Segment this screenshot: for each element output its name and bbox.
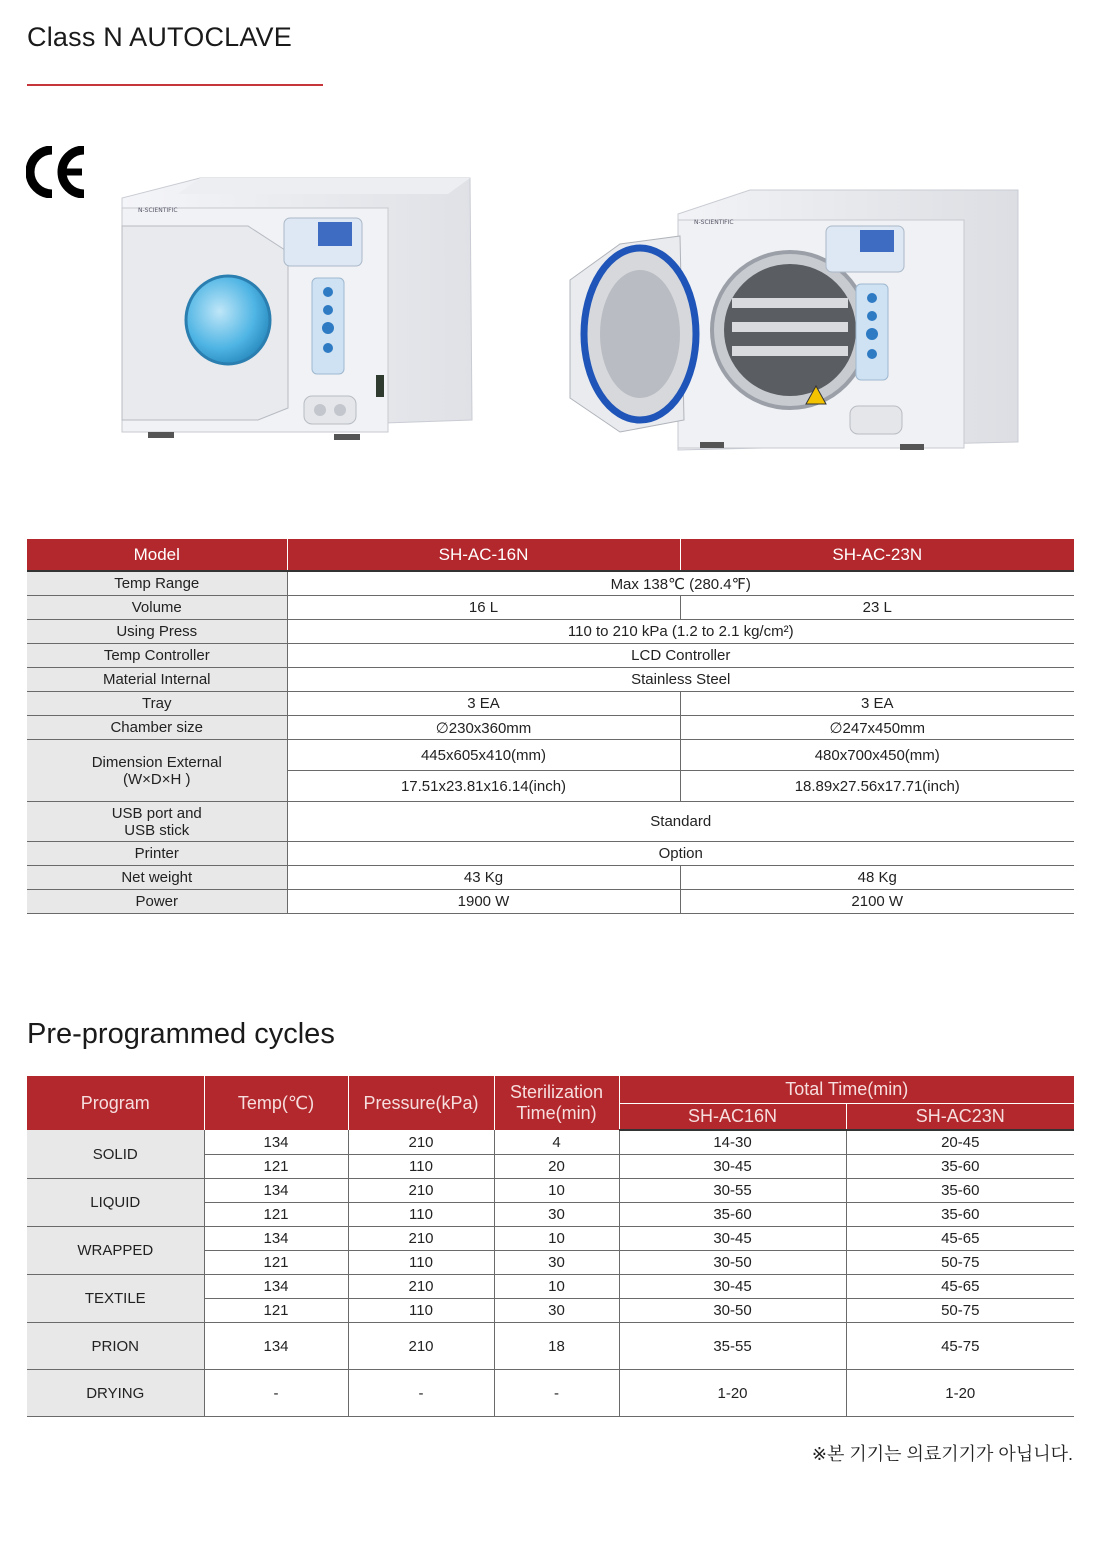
cell: 30-50 bbox=[619, 1299, 846, 1323]
cell: 35-60 bbox=[846, 1179, 1074, 1203]
cell: 1900 W bbox=[287, 890, 680, 914]
cell: Option bbox=[287, 842, 1074, 866]
cell: 30 bbox=[494, 1299, 619, 1323]
cell: 48 Kg bbox=[680, 866, 1074, 890]
spec-table bbox=[27, 539, 1074, 914]
cell: 30-50 bbox=[619, 1251, 846, 1275]
cell: 3 EA bbox=[287, 692, 680, 716]
autoclave-open-image bbox=[560, 180, 1030, 470]
program-name: DRYING bbox=[27, 1370, 204, 1417]
row-label-line: USB stick bbox=[124, 821, 190, 839]
cell: 134 bbox=[204, 1323, 348, 1370]
cell: 121 bbox=[204, 1155, 348, 1179]
cell: 50-75 bbox=[846, 1299, 1074, 1323]
row-label: Power bbox=[27, 890, 287, 914]
cell: 35-60 bbox=[846, 1203, 1074, 1227]
header-model-16n: SH-AC16N bbox=[619, 1104, 846, 1131]
cell: Max 138℃ (280.4℉) bbox=[287, 571, 1074, 596]
header-total-time: Total Time(min) bbox=[619, 1076, 1074, 1104]
row-label: Printer bbox=[27, 842, 287, 866]
cell: - bbox=[348, 1370, 494, 1417]
cell: Standard bbox=[287, 802, 1074, 842]
table-row bbox=[27, 716, 1074, 740]
table-row bbox=[27, 740, 1074, 771]
row-label: Temp Controller bbox=[27, 644, 287, 668]
table-row bbox=[27, 620, 1074, 644]
row-label: Volume bbox=[27, 596, 287, 620]
cell: 2100 W bbox=[680, 890, 1074, 914]
cell: 110 bbox=[348, 1299, 494, 1323]
header-line: Sterilization bbox=[509, 1082, 604, 1102]
cell: LCD Controller bbox=[287, 644, 1074, 668]
cell: 35-55 bbox=[619, 1323, 846, 1370]
cell: 30-45 bbox=[619, 1155, 846, 1179]
header-line: Time(min) bbox=[516, 1103, 597, 1123]
header-program: Program bbox=[27, 1076, 204, 1130]
cell: 1-20 bbox=[619, 1370, 846, 1417]
table-row bbox=[27, 890, 1074, 914]
cell: 18 bbox=[494, 1323, 619, 1370]
row-label-line: USB port and bbox=[111, 804, 202, 822]
cell: 14-30 bbox=[619, 1130, 846, 1155]
cell: 18.89x27.56x17.71(inch) bbox=[680, 771, 1074, 802]
table-row bbox=[27, 866, 1074, 890]
table-row bbox=[27, 1130, 1074, 1155]
cell: 35-60 bbox=[619, 1203, 846, 1227]
cell: Stainless Steel bbox=[287, 668, 1074, 692]
row-label bbox=[27, 740, 287, 802]
cell: 10 bbox=[494, 1179, 619, 1203]
row-label: Using Press bbox=[27, 620, 287, 644]
cell: 30-45 bbox=[619, 1275, 846, 1299]
cell: 445x605x410(mm) bbox=[287, 740, 680, 771]
brand-plate: N-SCIENTIFIC bbox=[138, 207, 178, 214]
ce-mark-icon bbox=[26, 146, 88, 198]
cell: 210 bbox=[348, 1179, 494, 1203]
row-label bbox=[27, 802, 287, 842]
cell: 1-20 bbox=[846, 1370, 1074, 1417]
cell: 30 bbox=[494, 1251, 619, 1275]
cell: 134 bbox=[204, 1179, 348, 1203]
cell: 10 bbox=[494, 1227, 619, 1251]
row-label: Tray bbox=[27, 692, 287, 716]
page-title: Class N AUTOCLAVE bbox=[27, 22, 292, 52]
cell: 20 bbox=[494, 1155, 619, 1179]
cell: 121 bbox=[204, 1299, 348, 1323]
table-row bbox=[27, 668, 1074, 692]
cell: 10 bbox=[494, 1275, 619, 1299]
section-title: Pre-programmed cycles bbox=[27, 1018, 335, 1050]
row-label-line: (W×D×H ) bbox=[123, 770, 191, 788]
table-row bbox=[27, 802, 1074, 842]
cell: 3 EA bbox=[680, 692, 1074, 716]
table-row bbox=[27, 692, 1074, 716]
row-label: Chamber size bbox=[27, 716, 287, 740]
table-row bbox=[27, 1275, 1074, 1299]
cell: 110 bbox=[348, 1155, 494, 1179]
cell: 110 bbox=[348, 1203, 494, 1227]
cell: 45-65 bbox=[846, 1275, 1074, 1299]
table-row bbox=[27, 596, 1074, 620]
cell: 210 bbox=[348, 1130, 494, 1155]
header-sterilization-time bbox=[494, 1076, 619, 1130]
table-row bbox=[27, 1370, 1074, 1417]
cycles-table bbox=[27, 1076, 1074, 1417]
cell: - bbox=[204, 1370, 348, 1417]
cell: 45-65 bbox=[846, 1227, 1074, 1251]
program-name: TEXTILE bbox=[27, 1275, 204, 1323]
autoclave-closed-image bbox=[108, 170, 488, 470]
cell: 50-75 bbox=[846, 1251, 1074, 1275]
program-name: PRION bbox=[27, 1323, 204, 1370]
cell: 480x700x450(mm) bbox=[680, 740, 1074, 771]
cell: ∅230x360mm bbox=[287, 716, 680, 740]
cell: 16 L bbox=[287, 596, 680, 620]
cell: 35-60 bbox=[846, 1155, 1074, 1179]
cell: 110 to 210 kPa (1.2 to 2.1 kg/cm²) bbox=[287, 620, 1074, 644]
cell: 23 L bbox=[680, 596, 1074, 620]
table-row bbox=[27, 1323, 1074, 1370]
header-model-23n: SH-AC23N bbox=[846, 1104, 1074, 1131]
cell: 43 Kg bbox=[287, 866, 680, 890]
cell: 210 bbox=[348, 1275, 494, 1299]
table-row bbox=[27, 1227, 1074, 1251]
cell: - bbox=[494, 1370, 619, 1417]
row-label: Material Internal bbox=[27, 668, 287, 692]
cell: 121 bbox=[204, 1251, 348, 1275]
header-pressure: Pressure(kPa) bbox=[348, 1076, 494, 1130]
cell: 30 bbox=[494, 1203, 619, 1227]
cell: ∅247x450mm bbox=[680, 716, 1074, 740]
cell: 30-45 bbox=[619, 1227, 846, 1251]
table-row bbox=[27, 1179, 1074, 1203]
table-row bbox=[27, 571, 1074, 596]
brand-plate: N-SCIENTIFIC bbox=[694, 219, 734, 226]
cell: 45-75 bbox=[846, 1323, 1074, 1370]
cell: 210 bbox=[348, 1227, 494, 1251]
cell: 4 bbox=[494, 1130, 619, 1155]
spec-header-model: Model bbox=[27, 539, 287, 571]
table-row bbox=[27, 644, 1074, 668]
cell: 20-45 bbox=[846, 1130, 1074, 1155]
header-temp: Temp(℃) bbox=[204, 1076, 348, 1130]
cell: 134 bbox=[204, 1275, 348, 1299]
cell: 17.51x23.81x16.14(inch) bbox=[287, 771, 680, 802]
cell: 134 bbox=[204, 1227, 348, 1251]
program-name: SOLID bbox=[27, 1130, 204, 1179]
row-label: Net weight bbox=[27, 866, 287, 890]
cell: 134 bbox=[204, 1130, 348, 1155]
spec-header-sh-ac-23n: SH-AC-23N bbox=[680, 539, 1074, 571]
spec-header-sh-ac-16n: SH-AC-16N bbox=[287, 539, 680, 571]
program-name: LIQUID bbox=[27, 1179, 204, 1227]
row-label: Temp Range bbox=[27, 571, 287, 596]
table-row bbox=[27, 842, 1074, 866]
program-name: WRAPPED bbox=[27, 1227, 204, 1275]
cell: 110 bbox=[348, 1251, 494, 1275]
cell: 121 bbox=[204, 1203, 348, 1227]
footnote: ※본 기기는 의료기기가 아닙니다. bbox=[811, 1444, 1073, 1464]
cell: 30-55 bbox=[619, 1179, 846, 1203]
cell: 210 bbox=[348, 1323, 494, 1370]
row-label-line: Dimension External bbox=[91, 753, 222, 771]
title-underline bbox=[27, 84, 323, 86]
